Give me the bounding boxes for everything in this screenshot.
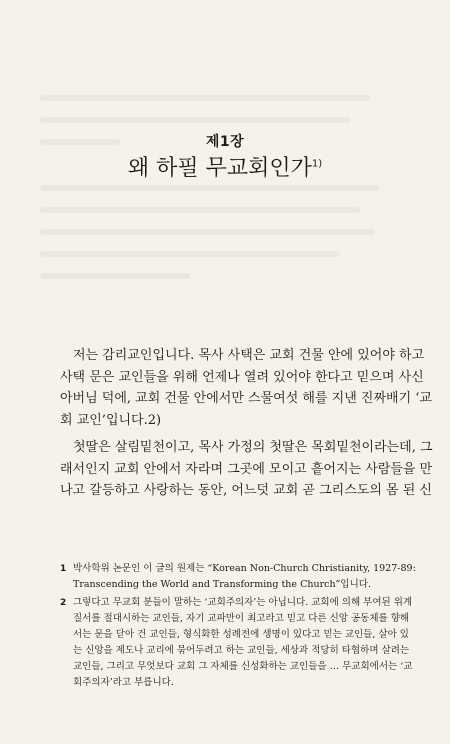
footnote-line: 박사학위 논문인 이 글의 원제는 “Korean Non-Church Christianity, 1927-89: (73, 563, 416, 574)
footnote-line: 질서를 절대시하는 교인들, 자기 교파만이 최고라고 믿고 다른 신앙 공동체를 향해 (73, 613, 410, 624)
footnote-line: 는 신앙을 제도나 교리에 묶어두려고 하는 교인들, 세상과 적당히 타협하며 살려는 (73, 645, 410, 656)
chapter-title-text: 왜 하필 무교회인가 (127, 156, 312, 181)
text-line: 나고 갈등하고 사랑하는 동안, 어느덧 교회 곧 그리스도의 몸 된 신 (60, 483, 432, 498)
footnote-number: 1 (60, 564, 67, 574)
bleed-through-text (40, 95, 380, 295)
text-line: 회 교인’입니다.2) (60, 412, 162, 428)
footnote-line: 그렇다고 무교회 분들이 말하는 ‘교회주의자’는 아닙니다. 교회에 의해 부여된 위계 (73, 597, 413, 608)
footnote-line: 회주의자’라고 부릅니다. (73, 677, 174, 688)
footnote-line: 서는 문을 닫아 건 교인들, 형식화한 성례전에 생명이 있다고 믿는 교인들, 살아 있 (73, 629, 409, 640)
footnote-2 (60, 595, 413, 691)
footnote-1 (60, 561, 416, 593)
text-line: 아버님 덕에, 교회 건물 안에서만 스물여섯 해를 지낸 진짜배기 ‘교 (60, 391, 432, 406)
footnote-line: Transcending the World and Transforming the Church”입니다. (73, 579, 371, 590)
footnote-number: 2 (60, 598, 67, 608)
text-line: 사택 문은 교인들을 위해 언제나 열려 있어야 한다고 믿으며 사신 (60, 369, 424, 385)
chapter-title (0, 151, 450, 182)
paragraph-2 (60, 437, 433, 502)
footnote-line: 교인들, 그리고 무엇보다 교회 그 자체를 신성화하는 교인들을 … 무교회에서는 ‘교 (73, 661, 413, 672)
paragraph-1 (60, 345, 432, 431)
text-line: 저는 감리교인입니다. 목사 사택은 교회 건물 안에 있어야 하고 (73, 348, 425, 363)
chapter-label: 제1장 (205, 134, 245, 150)
footnote-ref-1: 1) (311, 158, 323, 170)
body-text (60, 345, 433, 502)
text-line: 래서인지 교회 안에서 자라며 그곳에 모이고 흩어지는 사람들을 만 (60, 461, 433, 477)
text-line: 첫딸은 살림밑천이고, 목사 가정의 첫딸은 목회밑천이라는데, 그 (73, 440, 433, 455)
footnotes (60, 561, 416, 693)
